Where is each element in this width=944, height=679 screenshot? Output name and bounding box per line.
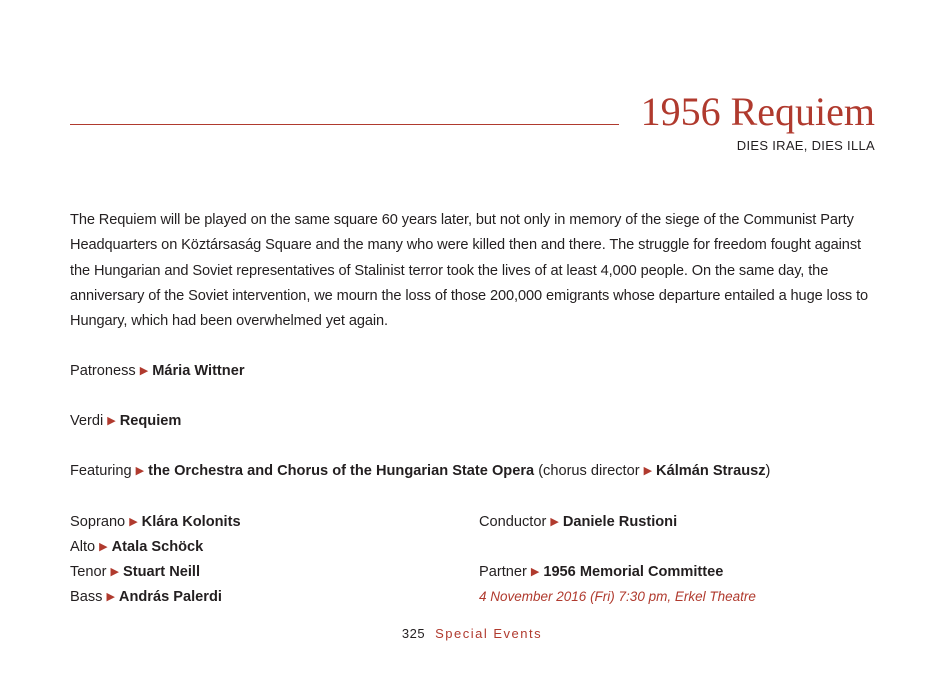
featuring-label: Featuring xyxy=(70,463,132,479)
triangle-right-icon: ▶ xyxy=(530,566,540,578)
body-paragraph: The Requiem will be played on the same square 60 years later, but not only in memory of the siege of the Communist Party Headquarters on Köztársaság Square and the many who were killed then and there. The struggle for freedom fought against the Hungarian and Soviet representatives of Stalinist terror took the lives of at least 4,000 people. On the same day, the anniversary of the Soviet intervention, we mourn the loss of those 200,000 emigrants whose departure entailed a huge loss to Hungary, which had been overwhelmed yet again. xyxy=(70,212,869,330)
page-subtitle: DIES IRAE, DIES ILLA xyxy=(736,138,875,153)
page-number: 325 xyxy=(401,626,426,641)
conductor-line xyxy=(479,511,677,534)
tenor-label: Tenor xyxy=(70,564,107,580)
partner-name: 1956 Memorial Committee xyxy=(543,564,724,580)
triangle-right-icon: ▶ xyxy=(135,465,145,477)
featuring-ensemble: the Orchestra and Chorus of the Hungarian State Opera xyxy=(148,463,535,479)
patroness-line xyxy=(70,360,245,383)
bass-line xyxy=(70,586,222,609)
featuring-line xyxy=(70,460,770,483)
bass-name: András Palerdi xyxy=(118,589,222,605)
composer-label: Verdi xyxy=(70,413,104,429)
chorus-director-name: Kálmán Strausz xyxy=(656,463,766,479)
soprano-line xyxy=(70,511,241,534)
triangle-right-icon: ▶ xyxy=(107,415,116,427)
alto-line xyxy=(70,536,203,559)
triangle-right-icon: ▶ xyxy=(550,516,559,528)
paren-close: ) xyxy=(765,463,771,479)
alto-name: Atala Schöck xyxy=(111,539,204,555)
triangle-right-icon: ▶ xyxy=(99,541,108,553)
page-footer xyxy=(0,626,944,641)
conductor-name: Daniele Rustioni xyxy=(562,514,678,530)
alto-label: Alto xyxy=(70,539,96,555)
triangle-right-icon: ▶ xyxy=(106,591,115,603)
tenor-name: Stuart Neill xyxy=(122,564,201,580)
triangle-right-icon: ▶ xyxy=(110,566,119,578)
section-name: Special Events xyxy=(435,626,543,641)
partner-line xyxy=(479,561,723,584)
soprano-name: Klára Kolonits xyxy=(141,514,241,530)
work-line xyxy=(70,410,181,433)
page-title: 1956 Requiem xyxy=(640,89,875,134)
patroness-name: Mária Wittner xyxy=(152,363,245,379)
tenor-line xyxy=(70,561,200,584)
patroness-label: Patroness xyxy=(70,363,136,379)
partner-label: Partner xyxy=(479,564,527,580)
triangle-right-icon: ▶ xyxy=(139,365,149,377)
event-date: 4 November 2016 (Fri) 7:30 pm, Erkel Theatre xyxy=(479,589,756,604)
triangle-right-icon: ▶ xyxy=(643,465,653,477)
work-title: Requiem xyxy=(119,413,182,429)
bass-label: Bass xyxy=(70,589,103,605)
chorus-director-label: (chorus director xyxy=(538,463,640,479)
soprano-label: Soprano xyxy=(70,514,126,530)
triangle-right-icon: ▶ xyxy=(129,516,138,528)
title-rule xyxy=(70,124,619,125)
conductor-label: Conductor xyxy=(479,514,547,530)
